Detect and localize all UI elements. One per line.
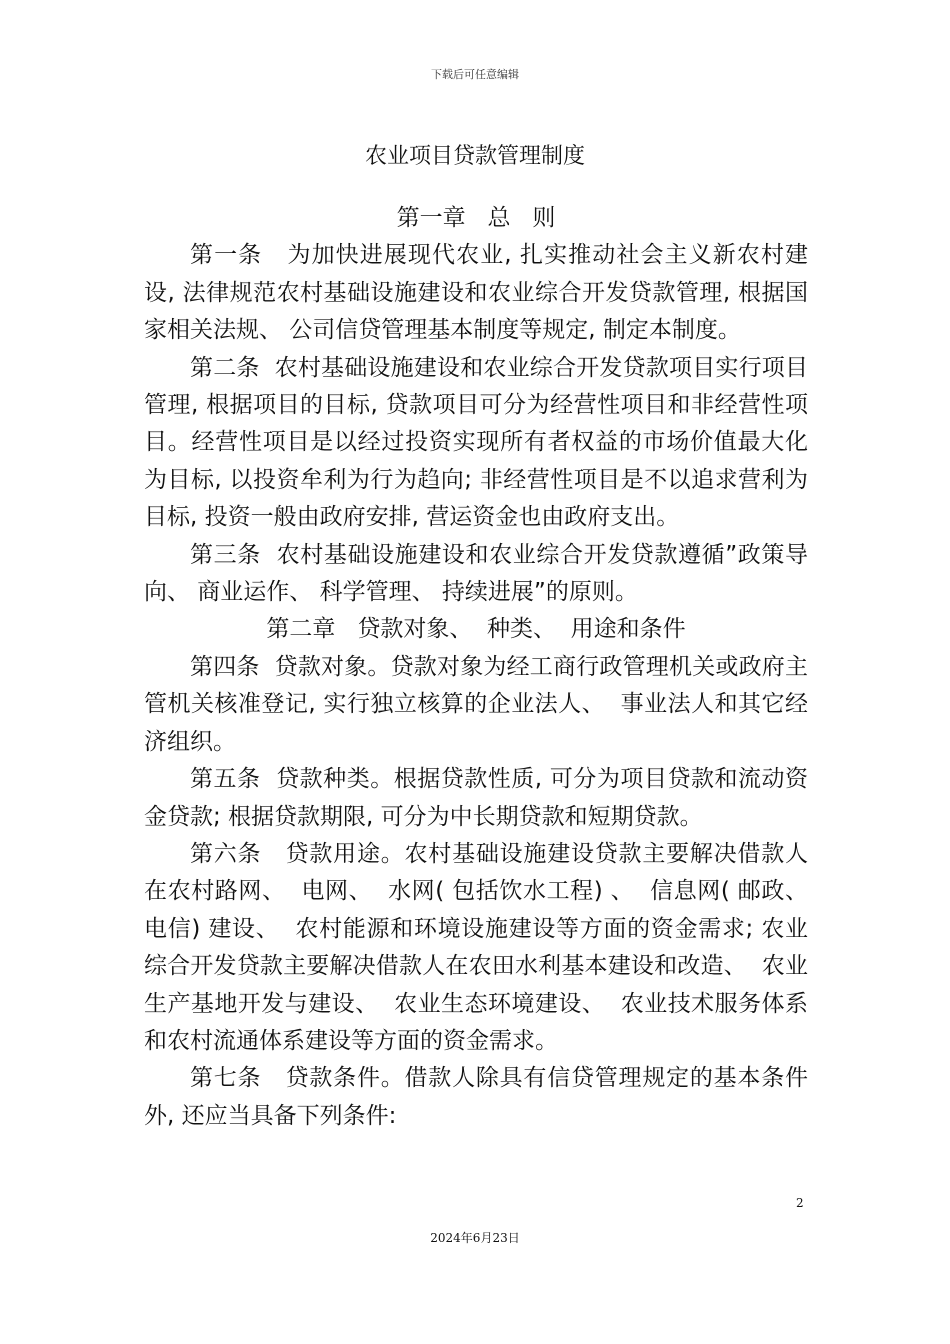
article-2: 第二条 农村基础设施建设和农业综合开发贷款项目实行项目管理, 根据项目的目标, 贷款项目可分为经营性项目和非经营性项目。经营性项目是以经过投资实现所有者权益的市场价值最大化为目标, 以投资牟利为行为趋向; 非经营性项目是不以追求营利为目标, 投资一般由政府安排, 营运资金也由政府支出。 bbox=[144, 354, 808, 531]
article-7: 第七条 贷款条件。借款人除具有信贷管理规定的基本条件外, 还应当具备下列条件: bbox=[144, 1065, 808, 1129]
article-1: 第一条 为加快进展现代农业, 扎实推动社会主义新农村建设, 法律规范农村基础设施建设和农业综合开发贷款管理, 根据国家相关法规、 公司信贷管理基本制度等规定, 制定本制度。 bbox=[144, 242, 808, 344]
footer-date: 2024年6月23日 bbox=[430, 1231, 520, 1245]
chapter-2-heading: 第二章 贷款对象、 种类、 用途和条件 bbox=[266, 616, 686, 643]
chapter-1-heading: 第一章 总 则 bbox=[396, 205, 556, 231]
page-number: 2 bbox=[796, 1196, 804, 1210]
article-3: 第三条 农村基础设施建设和农业综合开发贷款遵循”政策导向、 商业运作、 科学管理、 持续进展”的原则。 bbox=[144, 541, 808, 606]
article-6: 第六条 贷款用途。农村基础设施建设贷款主要解决借款人在农村路网、 电网、 水网( 包括饮水工程) 、 信息网( 邮政、电信) 建设、 农村能源和环境设施建设等方面的资金需求; 农业综合开发贷款主要解决借款人在农田水利基本建设和改造、 农业生产基地开发与建设、 农业生态环境建设、 农业技术服务体系和农村流通体系建设等方面的资金需求。 bbox=[144, 840, 808, 1054]
article-4: 第四条 贷款对象。贷款对象为经工商行政管理机关或政府主管机关核准登记, 实行独立核算的企业法人、 事业法人和其它经济组织。 bbox=[144, 653, 808, 755]
header-note: 下载后可任意编辑 bbox=[431, 68, 519, 81]
document-title: 农业项目贷款管理制度 bbox=[364, 144, 585, 169]
document-body bbox=[144, 200, 808, 1135]
article-5: 第五条 贷款种类。根据贷款性质, 可分为项目贷款和流动资金贷款; 根据贷款期限, 可分为中长期贷款和短期贷款。 bbox=[144, 766, 808, 830]
